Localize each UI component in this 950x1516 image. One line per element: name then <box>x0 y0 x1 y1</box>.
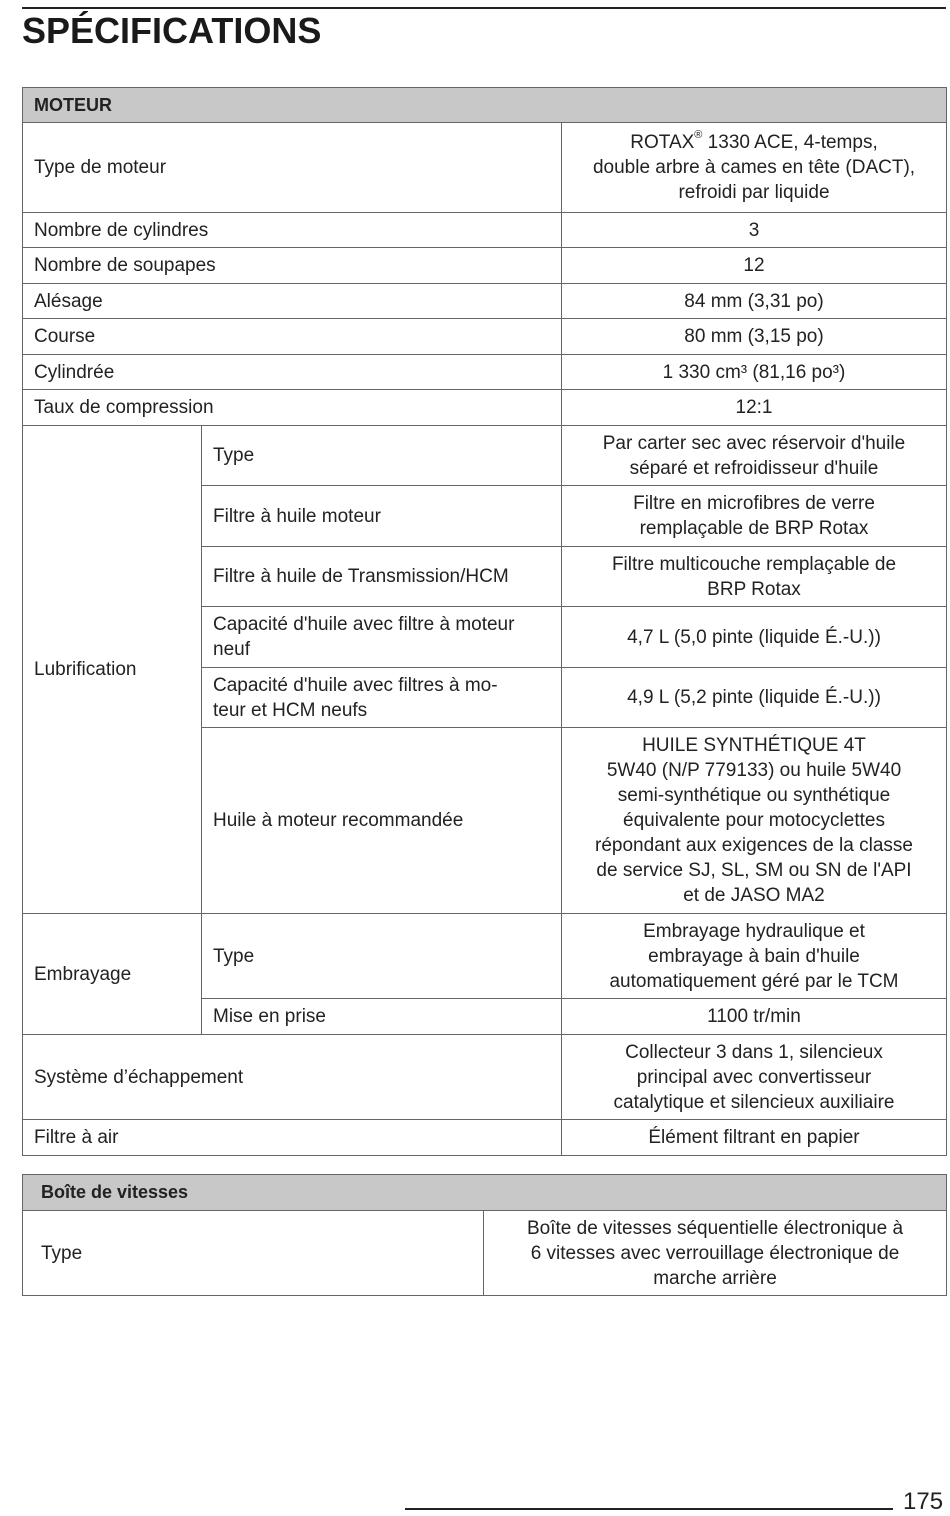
value-line: semi-synthétique ou synthétique <box>617 785 891 806</box>
table-row <box>23 914 947 999</box>
engagement-value: 1100 tr/min <box>562 999 947 1035</box>
table-row <box>23 248 947 284</box>
oil-capacity-engine-hcm-value: 4,9 L (5,2 pinte (liquide É.-U.)) <box>562 668 947 728</box>
recommended-oil-value <box>562 728 947 914</box>
table-row <box>23 213 947 248</box>
engine-type-label: Type de moteur <box>23 123 562 213</box>
lubrication-type-value <box>562 426 947 486</box>
page-number: 175 <box>903 1488 944 1515</box>
engine-type-brand: ROTAX <box>630 132 695 153</box>
transmission-oil-filter-label: Filtre à huile de Transmission/HCM <box>202 547 562 607</box>
air-filter-value: Élément filtrant en papier <box>562 1120 947 1156</box>
gearbox-type-value <box>484 1211 947 1296</box>
clutch-label: Embrayage <box>23 914 202 1035</box>
gearbox-type-label: Type <box>23 1211 484 1296</box>
value-line: séparé et refroidisseur d'huile <box>629 457 879 479</box>
table-row <box>23 123 947 213</box>
table-row <box>23 355 947 390</box>
value-line: de service SJ, SL, SM ou SN de l'API <box>596 860 912 881</box>
table-row <box>23 1120 947 1156</box>
displacement-value: 1 330 cm³ (81,16 po³) <box>562 355 947 390</box>
value-line: répondant aux exigences de la classe <box>595 835 913 856</box>
valves-value: 12 <box>562 248 947 284</box>
value-line: et de JASO MA2 <box>683 885 825 906</box>
value-line: catalytique et silencieux auxiliaire <box>613 1091 895 1113</box>
compression-ratio-label: Taux de compression <box>23 390 562 426</box>
value-line: Filtre en microfibres de verre <box>633 493 875 514</box>
recommended-oil-label: Huile à moteur recommandée <box>202 728 562 914</box>
lubrication-label: Lubrification <box>23 426 202 914</box>
value-line: équivalente pour motocyclettes <box>623 810 885 831</box>
clutch-type-label: Type <box>202 914 562 999</box>
oil-capacity-engine-value: 4,7 L (5,0 pinte (liquide É.-U.)) <box>562 607 947 668</box>
value-line: Collecteur 3 dans 1, silencieux <box>625 1041 883 1063</box>
engine-type-line1: 1330 ACE, 4-temps, <box>702 132 878 153</box>
registered-mark: ® <box>694 129 703 141</box>
table-row <box>23 1035 947 1120</box>
label-line: teur et HCM neufs <box>213 699 368 721</box>
value-line: Par carter sec avec réservoir d'huile <box>602 432 906 454</box>
engine-type-line2: double arbre à cames en tête (DACT), <box>592 157 916 178</box>
table-row <box>23 319 947 355</box>
label-line: Capacité d'huile avec filtre à moteur <box>213 614 515 635</box>
footer-rule <box>405 1508 893 1510</box>
engine-section-header: MOTEUR <box>23 88 947 123</box>
value-line: 5W40 (N/P 779133) ou huile 5W40 <box>606 760 902 781</box>
table-row <box>23 284 947 319</box>
transmission-oil-filter-value <box>562 547 947 607</box>
value-line: remplaçable de BRP Rotax <box>639 518 869 539</box>
value-line: Filtre multicouche remplaçable de <box>611 553 897 575</box>
oil-capacity-engine-hcm-label <box>202 668 562 728</box>
value-line: HUILE SYNTHÉTIQUE 4T <box>642 735 866 756</box>
compression-ratio-value: 12:1 <box>562 390 947 426</box>
cylinders-label: Nombre de cylindres <box>23 213 562 248</box>
page-title: SPÉCIFICATIONS <box>22 10 322 51</box>
stroke-label: Course <box>23 319 562 355</box>
oil-filter-value <box>562 486 947 547</box>
value-line: marche arrière <box>653 1267 777 1289</box>
value-line: Embrayage hydraulique et <box>643 920 865 942</box>
table-row <box>23 390 947 426</box>
lubrication-type-label: Type <box>202 426 562 486</box>
label-line: Capacité d'huile avec filtres à mo- <box>213 674 498 696</box>
clutch-type-value <box>562 914 947 999</box>
cylinders-value: 3 <box>562 213 947 248</box>
table-row <box>23 426 947 486</box>
value-line: automatiquement géré par le TCM <box>609 970 899 992</box>
stroke-value: 80 mm (3,15 po) <box>562 319 947 355</box>
oil-capacity-engine-label <box>202 607 562 668</box>
bore-value: 84 mm (3,31 po) <box>562 284 947 319</box>
engine-type-line3: refroidi par liquide <box>678 182 830 203</box>
gearbox-section-header: Boîte de vitesses <box>23 1175 947 1211</box>
engine-spec-table <box>22 87 947 1156</box>
exhaust-label: Système d’échappement <box>23 1035 562 1120</box>
engine-type-value <box>562 123 947 213</box>
table-row <box>23 1211 947 1296</box>
value-line: Boîte de vitesses séquentielle électronique à <box>526 1217 904 1239</box>
value-line: BRP Rotax <box>707 578 801 600</box>
gearbox-spec-table <box>22 1174 947 1296</box>
exhaust-value <box>562 1035 947 1120</box>
valves-label: Nombre de soupapes <box>23 248 562 284</box>
engagement-label: Mise en prise <box>202 999 562 1035</box>
value-line: principal avec convertisseur <box>636 1066 872 1088</box>
value-line: embrayage à bain d'huile <box>648 945 860 967</box>
top-rule <box>22 7 946 9</box>
label-line: neuf <box>213 639 250 660</box>
oil-filter-label: Filtre à huile moteur <box>202 486 562 547</box>
air-filter-label: Filtre à air <box>23 1120 562 1156</box>
bore-label: Alésage <box>23 284 562 319</box>
displacement-label: Cylindrée <box>23 355 562 390</box>
value-line: 6 vitesses avec verrouillage électronique de <box>530 1242 900 1264</box>
